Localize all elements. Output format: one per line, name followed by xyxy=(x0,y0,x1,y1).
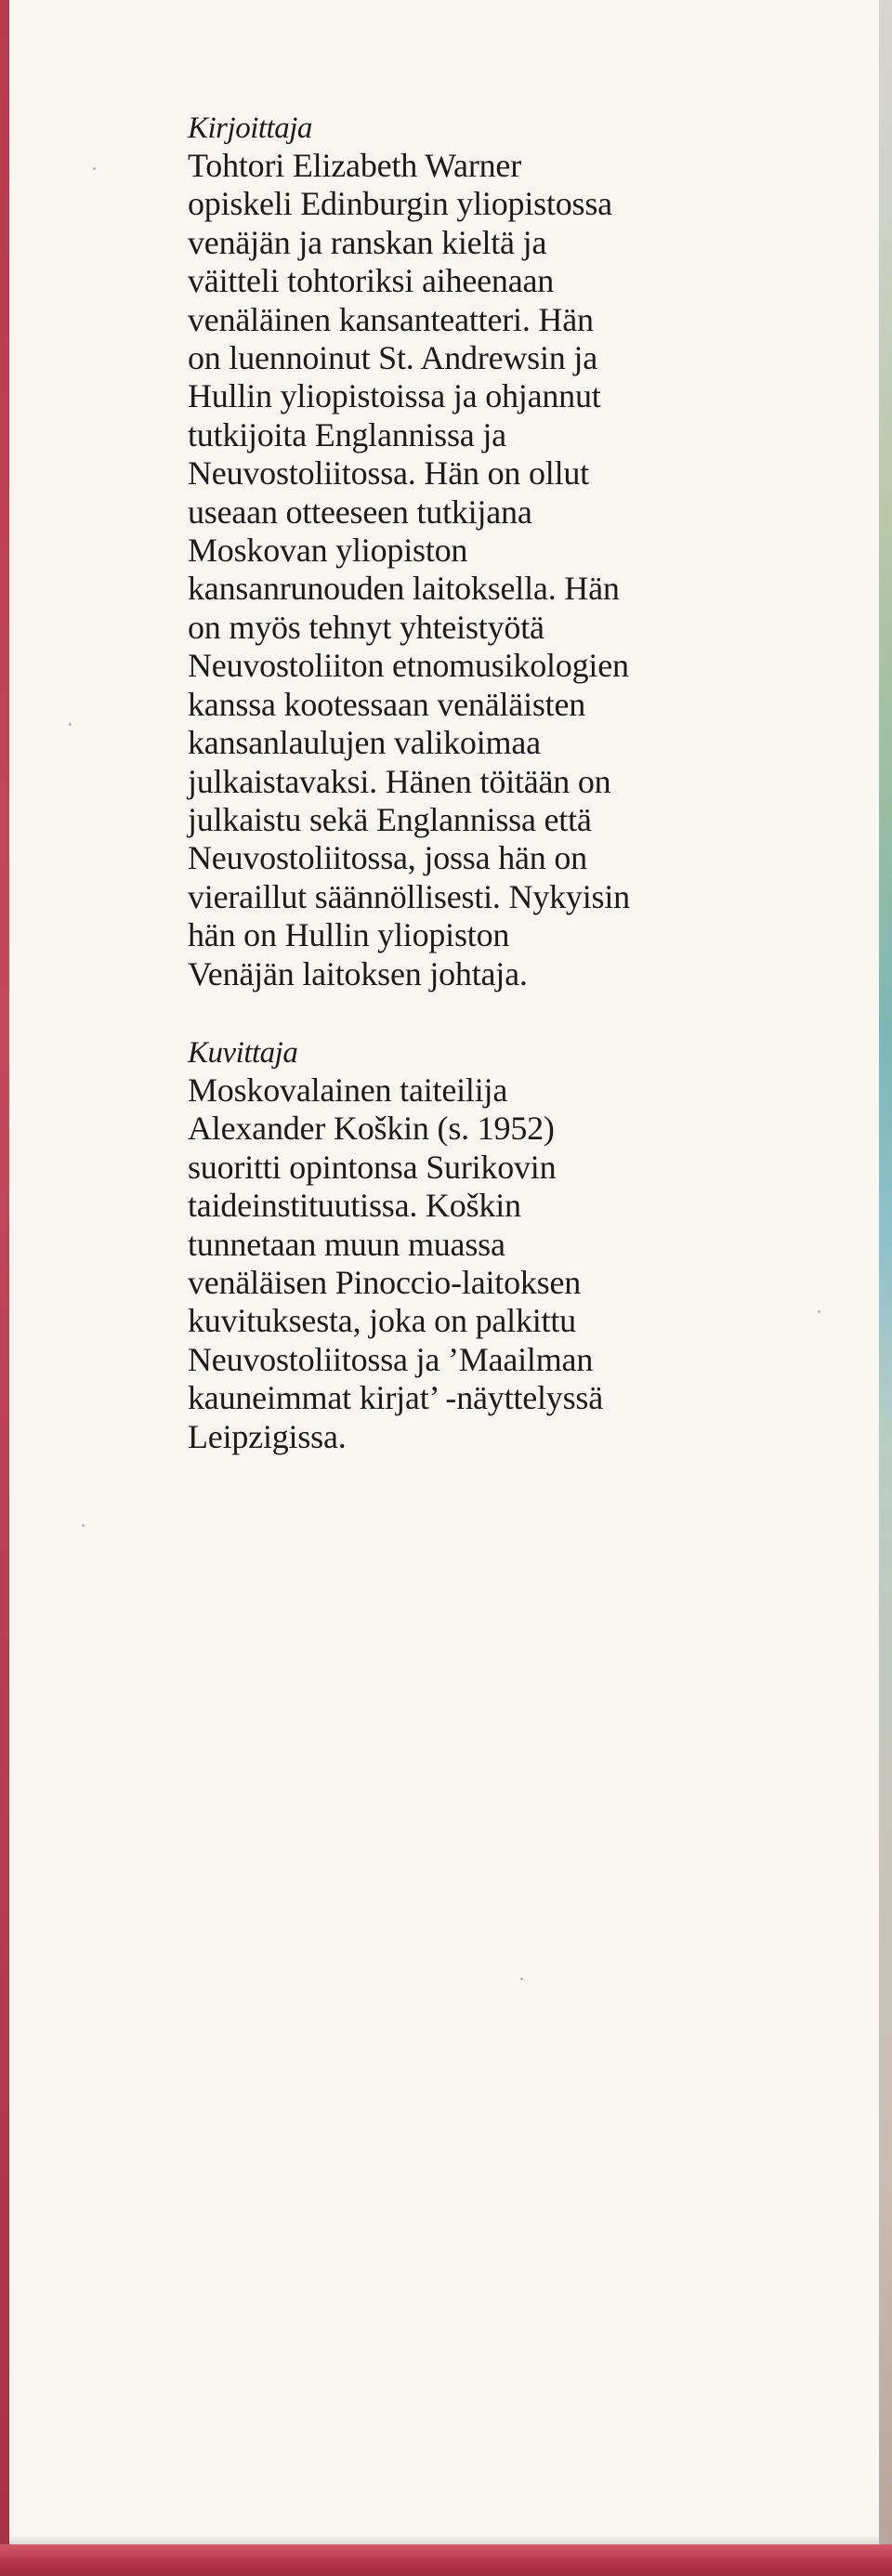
illustrator-bio-line: suoritti opintonsa Surikovin xyxy=(188,1148,557,1186)
flap-text-column xyxy=(188,110,736,1456)
illustrator-bio-line: kauneimmat kirjat’ -näyttelyssä xyxy=(188,1379,603,1417)
author-bio-line: kanssa kootessaan venäläisten xyxy=(188,685,586,723)
illustrator-bio-line: Neuvostoliitossa ja ’Maailman xyxy=(188,1340,594,1378)
author-bio-line: Venäjän laitoksen johtaja. xyxy=(188,954,528,992)
author-bio-line: tutkijoita Englannissa ja xyxy=(188,415,506,453)
illustrator-section xyxy=(188,1034,736,1456)
author-bio-line: on luennoinut St. Andrewsin ja xyxy=(188,339,597,377)
author-bio-line: Moskovan yliopiston xyxy=(188,532,468,570)
author-heading: Kirjoittaja xyxy=(188,112,312,145)
illustrator-bio-line: Alexander Koškin (s. 1952) xyxy=(188,1110,555,1148)
author-bio-line: opiskeli Edinburgin yliopistossa xyxy=(188,185,612,223)
illustrator-bio-line: taideinstituutissa. Koškin xyxy=(188,1187,521,1225)
author-bio-line: julkaistavaksi. Hänen töitään on xyxy=(188,762,611,800)
author-section xyxy=(188,110,736,993)
author-bio-line: venäläinen kansanteatteri. Hän xyxy=(188,300,594,338)
illustrator-bio-line: Moskovalainen taiteilija xyxy=(188,1071,508,1109)
paper-speck xyxy=(69,723,72,726)
author-bio-line: kansanrunouden laitoksella. Hän xyxy=(188,570,620,608)
illustrator-bio-line: tunnetaan muun muassa xyxy=(188,1225,505,1263)
author-bio-line: Neuvostoliiton etnomusikologien xyxy=(188,647,629,685)
author-bio-line: on myös tehnyt yhteistyötä xyxy=(188,608,544,646)
author-bio-line: väitteli tohtoriksi aiheenaan xyxy=(188,262,555,300)
paper-speck xyxy=(82,1524,85,1527)
author-bio-line: Neuvostoliitossa. Hän on ollut xyxy=(188,454,589,493)
paper-shadow xyxy=(9,2535,879,2544)
author-bio-line: Hullin yliopistoissa ja ohjannut xyxy=(188,377,601,415)
paper-speck xyxy=(93,167,96,170)
right-cover-edge xyxy=(879,0,892,2576)
paper-speck xyxy=(818,1310,820,1313)
author-bio-line: julkaistu sekä Englannissa että xyxy=(188,800,592,838)
author-bio-line: Neuvostoliitossa, jossa hän on xyxy=(188,839,587,877)
author-bio-line: hän on Hullin yliopiston xyxy=(188,916,510,954)
author-bio-line: Tohtori Elizabeth Warner xyxy=(188,147,521,184)
illustrator-bio xyxy=(188,1071,736,1456)
illustrator-bio-line: venäläisen Pinoccio-laitoksen xyxy=(188,1263,582,1301)
paper-speck xyxy=(520,1978,523,1980)
author-bio-line: vieraillut säännöllisesti. Nykyisin xyxy=(188,877,630,915)
bottom-binding-edge xyxy=(0,2544,892,2576)
illustrator-bio-line: Leipzigissa. xyxy=(188,1417,347,1455)
illustrator-bio-line: kuvituksesta, joka on palkittu xyxy=(188,1302,576,1340)
left-binding-edge xyxy=(0,0,9,2576)
author-bio-line: kansanlaulujen valikoimaa xyxy=(188,724,541,762)
illustrator-heading: Kuvittaja xyxy=(188,1035,298,1070)
author-bio xyxy=(188,147,736,993)
author-bio-line: useaan otteeseen tutkijana xyxy=(188,493,532,531)
author-bio-line: venäjän ja ranskan kieltä ja xyxy=(188,223,547,261)
